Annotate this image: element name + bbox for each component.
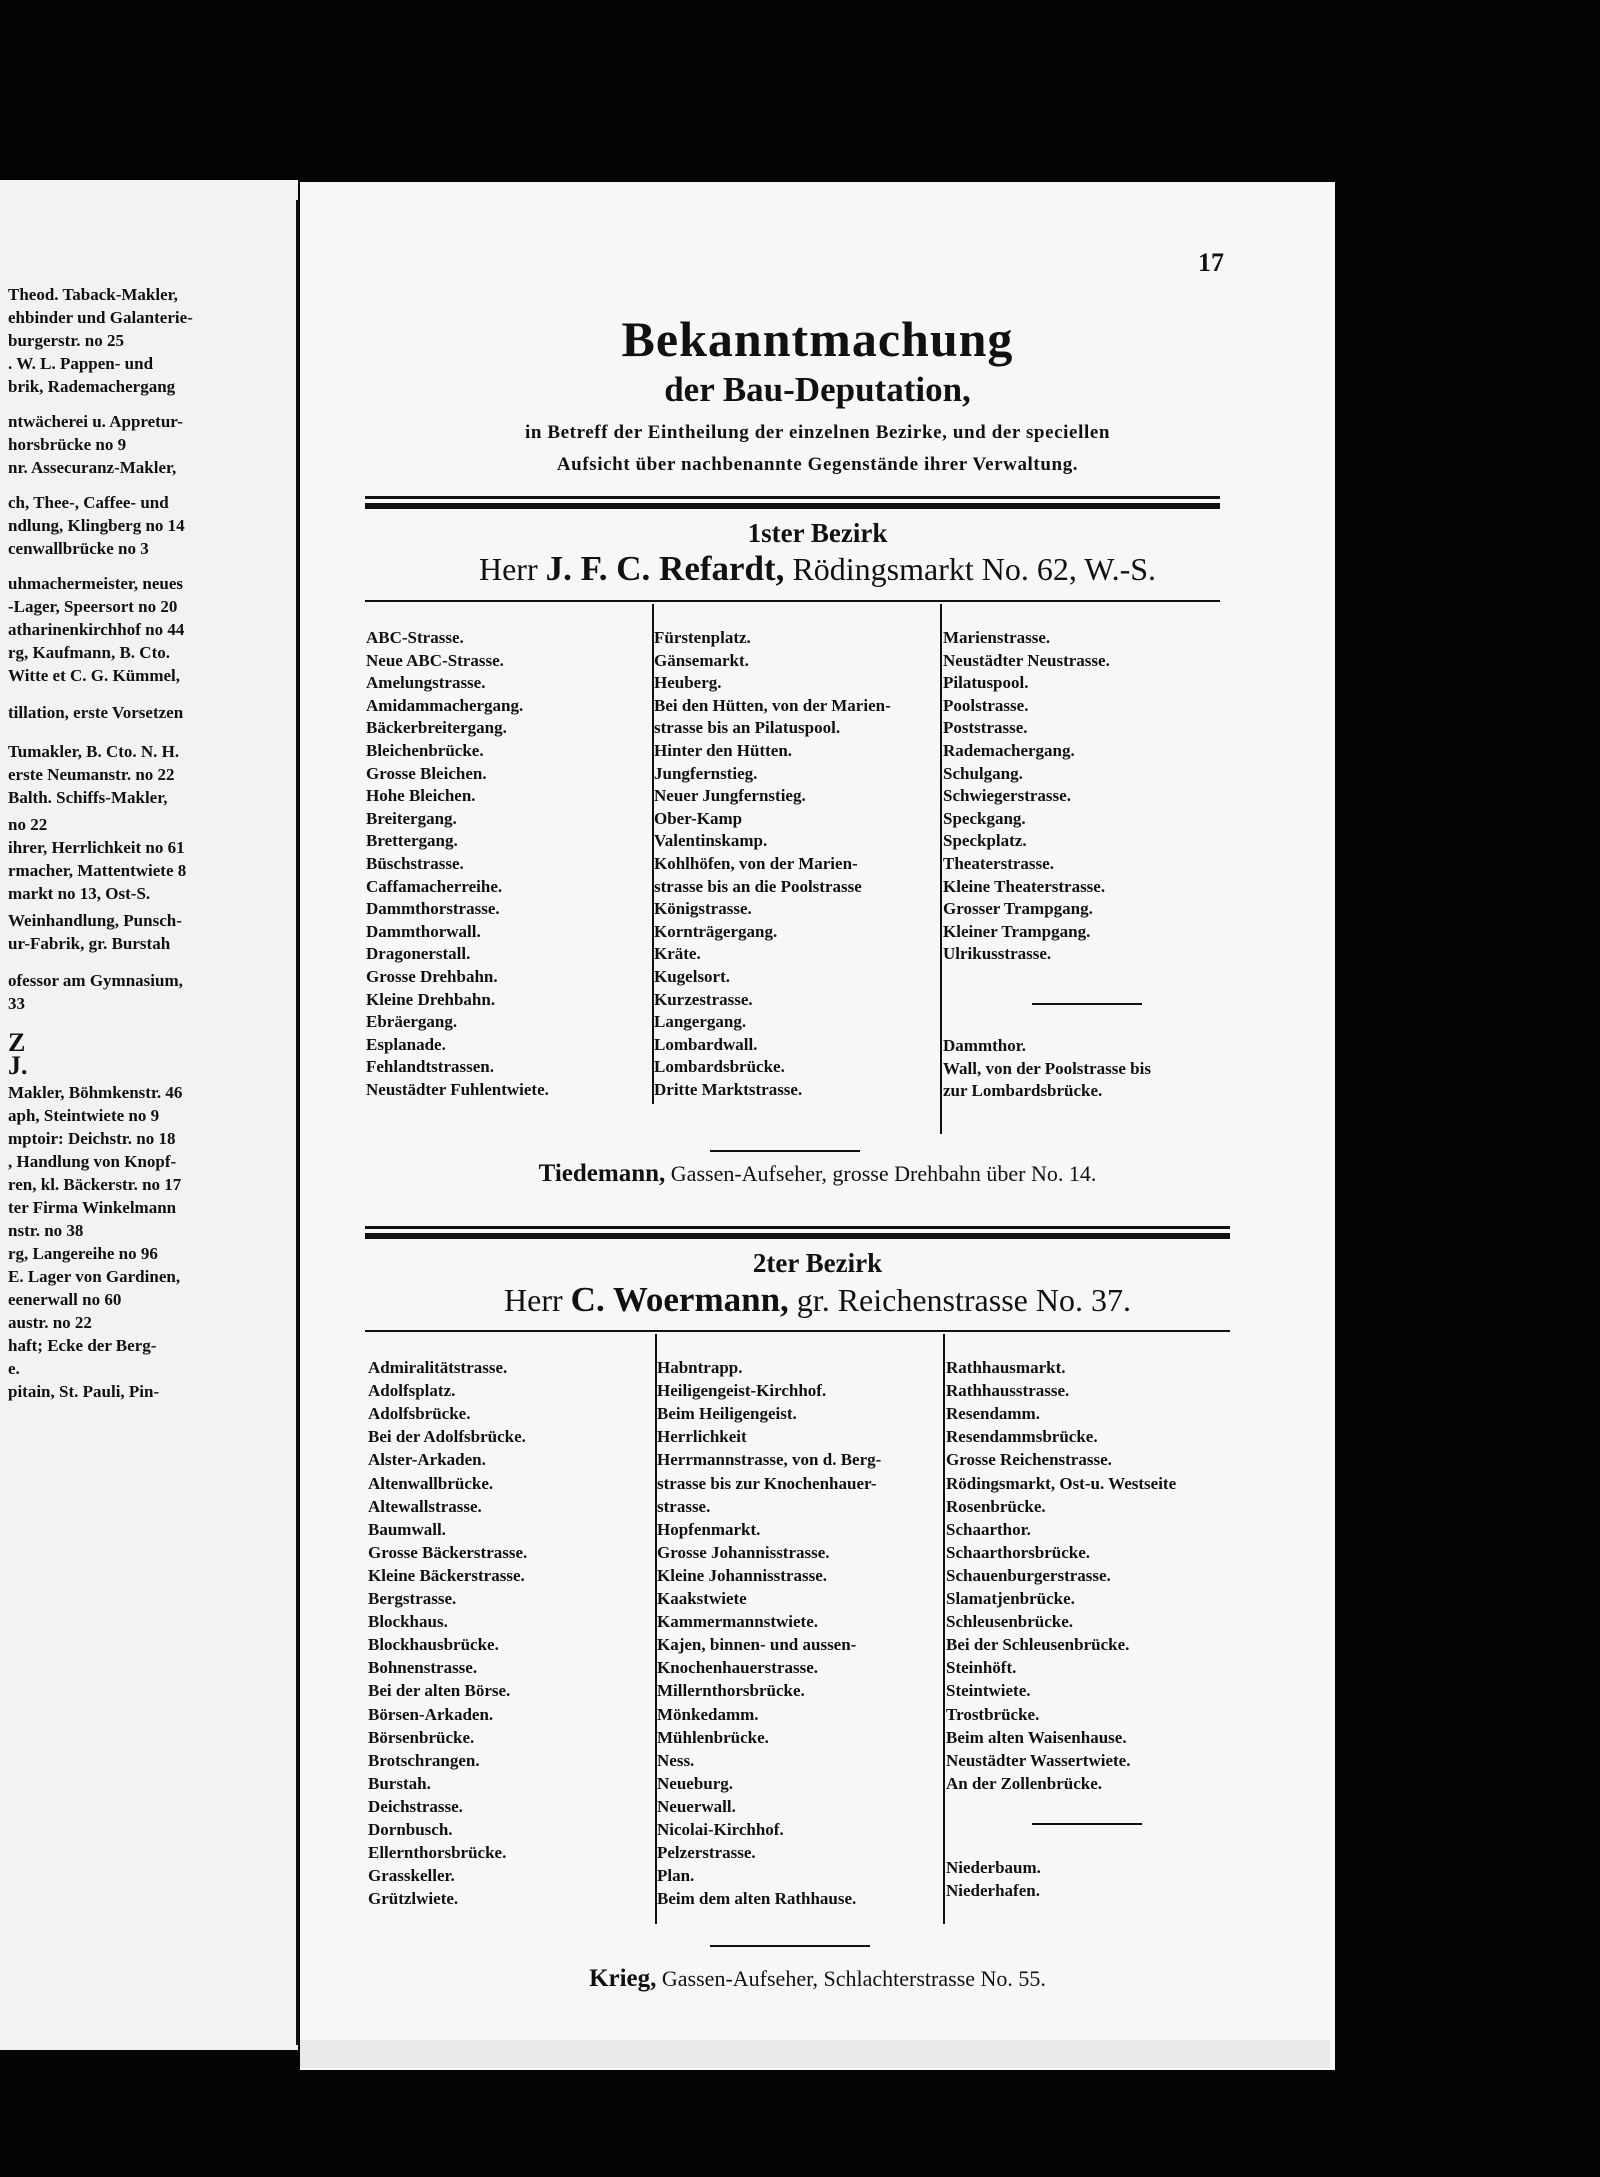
street-entry: Neuer Jungfernstieg. — [654, 786, 806, 806]
street-entry: Steintwiete. — [946, 1681, 1031, 1701]
previous-page-line: Balth. Schiffs-Makler, — [8, 788, 168, 807]
street-entry: Poststrasse. — [943, 718, 1028, 738]
street-entry: Neustädter Neustrasse. — [943, 650, 1110, 670]
district-2-supervisor-text: Gassen-Aufseher, Schlachterstrasse No. 55. — [661, 1966, 1046, 1991]
street-entry: Königstrasse. — [654, 899, 752, 919]
street-entry: Brettergang. — [366, 831, 458, 851]
street-entry: Schaarthor. — [946, 1519, 1031, 1539]
double-rule-top — [365, 496, 1220, 499]
street-entry: Bergstrasse. — [368, 1589, 457, 1608]
previous-page-line: tillation, erste Vorsetzen — [8, 703, 184, 722]
district-2-title: 2ter Bezirk — [752, 1248, 883, 1278]
street-entry: Kleine Theaterstrasse. — [943, 876, 1106, 896]
street-entry: Grosse Bäckerstrasse. — [368, 1542, 528, 1562]
previous-page-line: ur-Fabrik, gr. Burstah — [8, 934, 171, 953]
street-entry: Alster-Arkaden. — [368, 1450, 486, 1470]
previous-page-line: Weinhandlung, Punsch- — [8, 911, 182, 930]
street-entry: Nicolai-Kirchhof. — [657, 1820, 784, 1839]
district-1-supervisor — [300, 1160, 1335, 1188]
street-entry: Blockhaus. — [368, 1612, 448, 1632]
street-entry: Grosse Drehbahn. — [366, 967, 498, 986]
document-subtitle: der Bau-Deputation, — [664, 370, 971, 409]
street-entry: Lombardsbrücke. — [654, 1057, 785, 1077]
street-entry: Neustädter Wassertwiete. — [946, 1750, 1131, 1770]
street-entry: Amelungstrasse. — [366, 673, 486, 693]
double-rule-bottom-2 — [365, 1233, 1230, 1239]
street-entry: Breitergang. — [366, 808, 457, 828]
page-number: 17 — [1198, 248, 1224, 277]
previous-page-line: e. — [8, 1359, 20, 1378]
street-entry: Hopfenmarkt. — [657, 1519, 761, 1539]
street-entry: Büschstrasse. — [366, 854, 464, 873]
street-entry: Dammthorstrasse. — [366, 899, 500, 919]
street-entry: Schauenburgerstrasse. — [946, 1565, 1111, 1585]
street-entry: Adolfsplatz. — [368, 1381, 456, 1401]
district-1-herr: Herr — [478, 551, 538, 587]
district-1-head — [300, 549, 1335, 589]
street-entry: Deichstrasse. — [368, 1796, 463, 1816]
street-entry: Rosenbrücke. — [946, 1496, 1046, 1516]
street-entry: Kleiner Trampgang. — [943, 921, 1091, 941]
street-entry: strasse bis an die Poolstrasse — [654, 876, 862, 896]
street-entry: Herrlichkeit — [657, 1427, 747, 1447]
previous-page-line: E. Lager von Gardinen, — [8, 1267, 181, 1286]
street-entry: Grützlwiete. — [368, 1889, 459, 1909]
street-entry: Bei den Hütten, von der Marien- — [654, 695, 891, 715]
street-entry: Bei der alten Börse. — [368, 1681, 511, 1701]
street-entry: Ober-Kamp — [654, 808, 743, 828]
street-entry: Kugelsort. — [654, 967, 731, 986]
district-2-officer: C. Woermann, — [570, 1280, 789, 1319]
district-2-header-rule — [365, 1330, 1230, 1332]
street-entry: Gänsemarkt. — [654, 650, 749, 670]
street-entry: Dritte Marktstrasse. — [654, 1080, 803, 1099]
previous-page-line: -Lager, Speersort no 20 — [8, 597, 178, 616]
street-entry: Pelzerstrasse. — [657, 1843, 756, 1863]
street-entry: Börsenbrücke. — [368, 1727, 475, 1747]
street-entry: Trostbrücke. — [946, 1704, 1040, 1724]
street-entry: Kleine Bäckerstrasse. — [368, 1565, 525, 1585]
district-2-supervisor-rule — [710, 1945, 870, 1947]
previous-page-line: Z — [8, 1028, 26, 1057]
previous-page-line: 33 — [8, 994, 25, 1013]
street-entry: Neueburg. — [657, 1773, 734, 1793]
street-entry: Pilatuspool. — [943, 673, 1029, 693]
previous-page-line: eenerwall no 60 — [8, 1290, 122, 1309]
street-entry: Grosse Bleichen. — [366, 763, 487, 783]
previous-page-line: burgerstr. no 25 — [8, 331, 125, 350]
previous-page-line: rmacher, Mattentwiete 8 — [8, 861, 187, 880]
street-entry: Herrmannstrasse, von d. Berg- — [657, 1450, 882, 1470]
street-entry: Grosse Reichenstrasse. — [946, 1450, 1112, 1470]
street-entry: Speckplatz. — [943, 831, 1027, 851]
street-entry: Burstah. — [368, 1773, 431, 1793]
street-entry: Brotschrangen. — [368, 1750, 480, 1770]
previous-page-line: erste Neumanstr. no 22 — [8, 765, 175, 784]
previous-page-line: . W. L. Pappen- und — [8, 354, 154, 373]
street-entry: Plan. — [657, 1866, 695, 1886]
previous-page-line: ofessor am Gymnasium, — [8, 971, 183, 990]
street-entry: Rathhausmarkt. — [946, 1358, 1066, 1377]
previous-page-line: austr. no 22 — [8, 1313, 92, 1332]
street-entry: Neue ABC-Strasse. — [366, 650, 504, 670]
previous-page-line: ehbinder und Galanterie- — [8, 308, 193, 327]
street-entry: Resendammsbrücke. — [946, 1427, 1098, 1447]
district-2-head — [300, 1280, 1335, 1320]
district-2-divider-2 — [943, 1334, 945, 1924]
street-entry: Bleichenbrücke. — [366, 741, 484, 760]
street-entry: Niederhafen. — [946, 1881, 1040, 1901]
street-entry: Altenwallbrücke. — [368, 1473, 494, 1493]
street-entry: Heiligengeist-Kirchhof. — [657, 1381, 827, 1401]
street-entry: Bei der Adolfsbrücke. — [368, 1427, 526, 1447]
street-entry: Rademachergang. — [943, 741, 1075, 760]
street-entry: Hinter den Hütten. — [654, 741, 793, 760]
street-entry: Dornbusch. — [368, 1820, 453, 1839]
district-1-supervisor-text: Gassen-Aufseher, grosse Drehbahn über No. 14. — [670, 1161, 1097, 1186]
previous-page-line: aph, Steintwiete no 9 — [8, 1106, 160, 1125]
previous-page-line: no 22 — [8, 815, 48, 834]
street-entry: Adolfsbrücke. — [368, 1404, 471, 1424]
previous-page-line: ren, kl. Bäckerstr. no 17 — [8, 1175, 182, 1194]
street-entry: Schwiegerstrasse. — [943, 786, 1071, 806]
street-entry: Caffamacherreihe. — [366, 876, 503, 896]
previous-page-line: nstr. no 38 — [8, 1221, 84, 1240]
district-1-column-3-separator — [1032, 1003, 1142, 1005]
district-2-supervisor-name: Krieg, — [589, 1965, 657, 1992]
previous-page-line: Makler, Böhmkenstr. 46 — [8, 1083, 183, 1102]
street-entry: An der Zollenbrücke. — [946, 1773, 1103, 1793]
torn-page-edge — [300, 2040, 1330, 2068]
district-1-supervisor-rule — [710, 1150, 860, 1152]
street-entry: Millernthorsbrücke. — [657, 1681, 805, 1701]
previous-page-line: horsbrücke no 9 — [8, 435, 127, 454]
street-entry: Kleine Drehbahn. — [366, 989, 496, 1009]
street-entry: Kornträgergang. — [654, 921, 778, 941]
previous-page-line: Witte et C. G. Kümmel, — [8, 666, 181, 685]
previous-page-line: atharinenkirchhof no 44 — [8, 620, 185, 639]
street-entry: Wall, von der Poolstrasse bis — [943, 1058, 1151, 1078]
page-gutter-line — [296, 200, 299, 2045]
street-entry: Slamatjenbrücke. — [946, 1589, 1075, 1608]
district-1-supervisor-name: Tiedemann, — [538, 1160, 666, 1187]
previous-page-line: uhmachermeister, neues — [8, 574, 184, 593]
previous-page-line: rg, Kaufmann, B. Cto. — [8, 643, 170, 662]
street-entry: Kräte. — [654, 944, 701, 964]
street-entry: Dammthor. — [943, 1036, 1026, 1055]
street-entry: Schulgang. — [943, 763, 1023, 783]
street-entry: Kajen, binnen- und aussen- — [657, 1635, 857, 1655]
intro-line-2: Aufsicht über nachbenannte Gegenstände ihrer Verwaltung. — [556, 454, 1079, 475]
street-entry: Bei der Schleusenbrücke. — [946, 1635, 1130, 1655]
previous-page-line: nr. Assecuranz-Makler, — [8, 458, 177, 477]
street-entry: Fehlandtstrassen. — [366, 1057, 494, 1077]
street-entry: Theaterstrasse. — [943, 854, 1054, 873]
street-entry: Fürstenplatz. — [654, 628, 751, 647]
street-entry: Kohlhöfen, von der Marien- — [654, 854, 858, 873]
district-1-address: Rödingsmarkt No. 62, W.-S. — [792, 551, 1157, 587]
street-entry: Heuberg. — [654, 673, 722, 693]
street-entry: Baumwall. — [368, 1519, 446, 1539]
previous-page-line: ch, Thee-, Caffee- und — [8, 493, 169, 512]
street-entry: strasse. — [657, 1496, 711, 1516]
street-entry: Bohnenstrasse. — [368, 1658, 478, 1678]
street-entry: Ulrikusstrasse. — [943, 944, 1052, 964]
district-1-divider-2 — [940, 604, 942, 1134]
street-entry: Dragonerstall. — [366, 944, 471, 964]
district-1-officer: J. F. C. Refardt, — [545, 549, 785, 588]
previous-page-line: ter Firma Winkelmann — [8, 1198, 177, 1217]
street-entry: Kleine Johannisstrasse. — [657, 1565, 828, 1585]
street-entry: Mühlenbrücke. — [657, 1727, 769, 1747]
street-entry: Ellernthorsbrücke. — [368, 1843, 507, 1863]
street-entry: Dammthorwall. — [366, 921, 481, 941]
street-entry: Hohe Bleichen. — [366, 786, 476, 806]
street-entry: Grasskeller. — [368, 1866, 455, 1886]
district-2-column-3-separator — [1032, 1823, 1142, 1825]
street-entry: Amidammachergang. — [366, 695, 524, 715]
previous-page-line: ihrer, Herrlichkeit no 61 — [8, 838, 185, 857]
street-entry: Valentinskamp. — [654, 831, 768, 851]
double-rule-top-2 — [365, 1226, 1230, 1229]
street-entry: Börsen-Arkaden. — [368, 1704, 494, 1724]
street-entry: strasse bis zur Knochenhauer- — [657, 1473, 877, 1493]
street-entry: zur Lombardsbrücke. — [943, 1081, 1103, 1101]
street-entry: Bäckerbreitergang. — [366, 718, 507, 738]
street-entry: Esplanade. — [366, 1034, 446, 1054]
previous-page-line: haft; Ecke der Berg- — [8, 1336, 157, 1355]
street-entry: Kurzestrasse. — [654, 989, 753, 1009]
previous-page-line: brik, Rademachergang — [8, 377, 176, 396]
street-entry: Kaakstwiete — [657, 1589, 747, 1608]
street-entry: strasse bis an Pilatuspool. — [654, 718, 841, 738]
street-entry: Neustädter Fuhlentwiete. — [366, 1080, 549, 1099]
intro-line-1: in Betreff der Eintheilung der einzelnen Bezirke, und der speciellen — [524, 422, 1111, 443]
street-entry: Langergang. — [654, 1012, 747, 1032]
street-entry: Steinhöft. — [946, 1658, 1017, 1678]
street-entry: Ebräergang. — [366, 1012, 458, 1032]
street-entry: Grosse Johannisstrasse. — [657, 1542, 830, 1562]
street-entry: Grosser Trampgang. — [943, 899, 1093, 919]
street-entry: Schleusenbrücke. — [946, 1612, 1074, 1632]
street-entry: Beim Heiligengeist. — [657, 1404, 797, 1424]
previous-page-line: ndlung, Klingberg no 14 — [8, 516, 185, 535]
street-entry: Mönkedamm. — [657, 1704, 759, 1724]
street-entry: Niederbaum. — [946, 1858, 1041, 1877]
street-entry: Schaarthorsbrücke. — [946, 1542, 1091, 1562]
street-entry: Poolstrasse. — [943, 695, 1029, 715]
previous-page-line: Theod. Taback-Makler, — [8, 285, 178, 304]
previous-page-line: J. — [8, 1051, 28, 1080]
street-entry: Rödingsmarkt, Ost-u. Westseite — [946, 1473, 1177, 1493]
street-entry: Blockhausbrücke. — [368, 1635, 499, 1655]
street-entry: Habntrapp. — [657, 1358, 743, 1377]
previous-page-line: pitain, St. Pauli, Pin- — [8, 1382, 160, 1401]
street-entry: Neuerwall. — [657, 1796, 736, 1816]
street-entry: Speckgang. — [943, 808, 1026, 828]
previous-page-line: mptoir: Deichstr. no 18 — [8, 1129, 176, 1148]
street-entry: Altewallstrasse. — [368, 1496, 482, 1516]
street-entry: Jungfernstieg. — [654, 763, 758, 783]
district-1-title: 1ster Bezirk — [747, 518, 888, 548]
street-entry: Beim dem alten Rathhause. — [657, 1889, 857, 1909]
street-entry: Knochenhauerstrasse. — [657, 1658, 819, 1678]
street-entry: Beim alten Waisenhause. — [946, 1727, 1127, 1747]
double-rule-bottom — [365, 503, 1220, 509]
street-entry: Kammermannstwiete. — [657, 1612, 818, 1632]
street-entry: Lombardwall. — [654, 1034, 758, 1054]
street-entry: Rathhausstrasse. — [946, 1381, 1070, 1401]
district-2-herr: Herr — [504, 1282, 563, 1318]
street-entry: ABC-Strasse. — [366, 628, 464, 647]
previous-page-line: cenwallbrücke no 3 — [8, 539, 149, 558]
previous-page-line: Tumakler, B. Cto. N. H. — [8, 742, 180, 761]
previous-page-line: markt no 13, Ost-S. — [8, 884, 151, 903]
district-2-supervisor — [300, 1965, 1335, 1993]
street-entry: Resendamm. — [946, 1404, 1040, 1424]
previous-page-line: ntwächerei u. Appretur- — [8, 412, 183, 431]
document-title: Bekanntmachung — [621, 311, 1014, 367]
street-entry: Marienstrasse. — [943, 628, 1051, 647]
previous-page-line: rg, Langereihe no 96 — [8, 1244, 158, 1263]
district-2-address: gr. Reichenstrasse No. 37. — [796, 1282, 1131, 1318]
district-1-header-rule — [365, 600, 1220, 602]
street-entry: Ness. — [657, 1750, 695, 1770]
street-entry: Admiralitätstrasse. — [368, 1358, 508, 1377]
previous-page-line: , Handlung von Knopf- — [8, 1152, 177, 1171]
